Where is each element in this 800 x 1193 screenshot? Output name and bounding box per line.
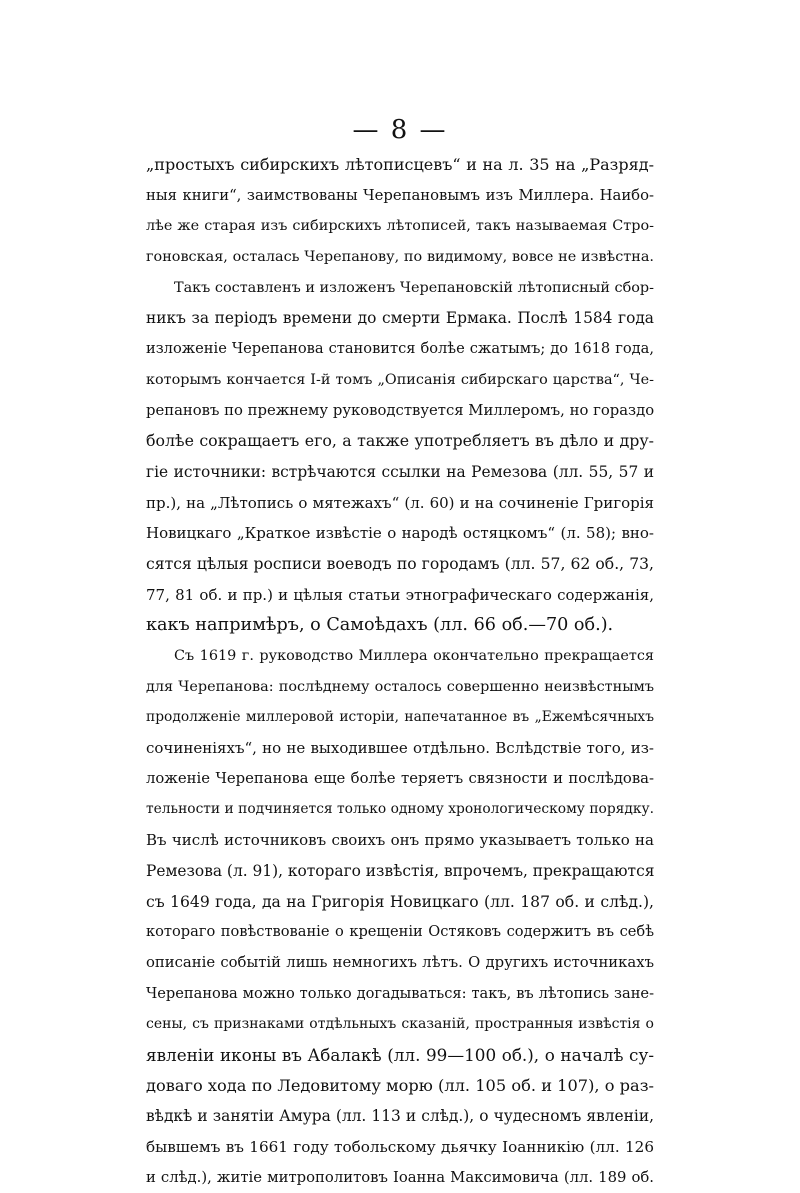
paragraph-2 xyxy=(146,273,654,641)
page-number: — 8 — xyxy=(352,115,448,145)
text-line: Въ числѣ источниковъ своихъ онъ прямо указываетъ только на xyxy=(146,831,654,850)
text-line: описаніе событій лишь немногихъ лѣтъ. О другихъ источникахъ xyxy=(146,953,654,971)
text-line: „простыхъ сибирскихъ лѣтописцевъ“ и на л. 35 на „Разряд- xyxy=(146,155,654,174)
text-line: доваго хода по Ледовитому морю (лл. 105 об. и 107), о раз- xyxy=(146,1075,654,1095)
body-text xyxy=(146,150,654,1193)
text-line: изложеніе Черепанова становится болѣе сжатымъ; до 1618 года, xyxy=(146,340,654,358)
paragraph-3 xyxy=(146,641,654,1193)
paragraph-1 xyxy=(146,150,654,273)
text-line: тельности и подчиняется только одному хронологическому порядку. xyxy=(146,801,654,818)
text-line: для Черепанова: послѣднему осталось совершенно неизвѣстнымъ xyxy=(146,678,654,695)
text-line: никъ за періодъ времени до смерти Ермака. Послѣ 1584 года xyxy=(146,309,654,328)
text-line: репановъ по прежнему руководствуется Миллеромъ, но гораздо xyxy=(146,401,654,419)
text-line: 77, 81 об. и пр.) и цѣлыя статьи этнографическаго содержанія, xyxy=(146,585,654,604)
text-line: продолженіе миллеровой исторіи, напечатанное въ „Ежемѣсячныхъ xyxy=(146,709,654,726)
text-line: ныя книги“, заимствованы Черепановымъ изъ Миллера. Наибо- xyxy=(146,186,654,204)
text-line: гоновская, осталась Черепанову, по видимому, вовсе не извѣстна. xyxy=(146,249,654,266)
text-line: сены, съ признаками отдѣльныхъ сказаній, пространныя извѣстія о xyxy=(146,1016,654,1033)
text-line: Такъ составленъ и изложенъ Черепановскій лѣтописный сбор- xyxy=(174,279,654,296)
text-line: съ 1649 года, да на Григорія Новицкаго (лл. 187 об. и слѣд.), xyxy=(146,892,654,911)
text-line: вѣдкѣ и занятіи Амура (лл. 113 и слѣд.), о чудесномъ явленіи, xyxy=(146,1107,654,1126)
text-line: котораго повѣствованіе о крещеніи Остяковъ содержитъ въ себѣ xyxy=(146,923,654,941)
text-line: Новицкаго „Краткое извѣстіе о народѣ остяцкомъ“ (л. 58); вно- xyxy=(146,524,654,543)
text-line: и слѣд.), житіе митрополитовъ Іоанна Максимовича (лл. 189 об. xyxy=(146,1168,654,1186)
text-line: Съ 1619 г. руководство Миллера окончательно прекращается xyxy=(174,648,654,664)
text-line: гіе источники: встрѣчаются ссылки на Ремезова (лл. 55, 57 и xyxy=(146,462,654,481)
text-line: явленіи иконы въ Абалакѣ (лл. 99—100 об.), о началѣ су- xyxy=(146,1044,654,1065)
text-line: сочиненіяхъ“, но не выходившее отдѣльно. Вслѣдствіе того, из- xyxy=(146,739,654,758)
text-line: бывшемъ въ 1661 году тобольскому дьячку Іоанникію (лл. 126 xyxy=(146,1138,654,1156)
text-line: которымъ кончается I-й томъ „Описанія сибирскаго царства“, Че- xyxy=(146,371,654,388)
text-line: пр.), на „Лѣтопись о мятежахъ“ (л. 60) и на сочиненіе Григорія xyxy=(146,493,654,512)
text-line: какъ напримѣръ, о Самоѣдахъ (лл. 66 об.—70 об.). xyxy=(146,615,614,636)
text-line: Ремезова (л. 91), котораго извѣстія, впрочемъ, прекращаются xyxy=(146,861,654,880)
text-line: лѣе же старая изъ сибирскихъ лѣтописей, такъ называемая Стро- xyxy=(146,218,654,235)
text-line: сятся цѣлыя росписи воеводъ по городамъ (лл. 57, 62 об., 73, xyxy=(146,554,654,573)
text-line: болѣе сокращаетъ его, а также употребляетъ въ дѣло и дру- xyxy=(146,431,654,451)
text-line: Черепанова можно только догадываться: такъ, въ лѣтопись зане- xyxy=(146,984,654,1002)
text-line: ложеніе Черепанова еще болѣе теряетъ связности и послѣдова- xyxy=(146,769,654,787)
